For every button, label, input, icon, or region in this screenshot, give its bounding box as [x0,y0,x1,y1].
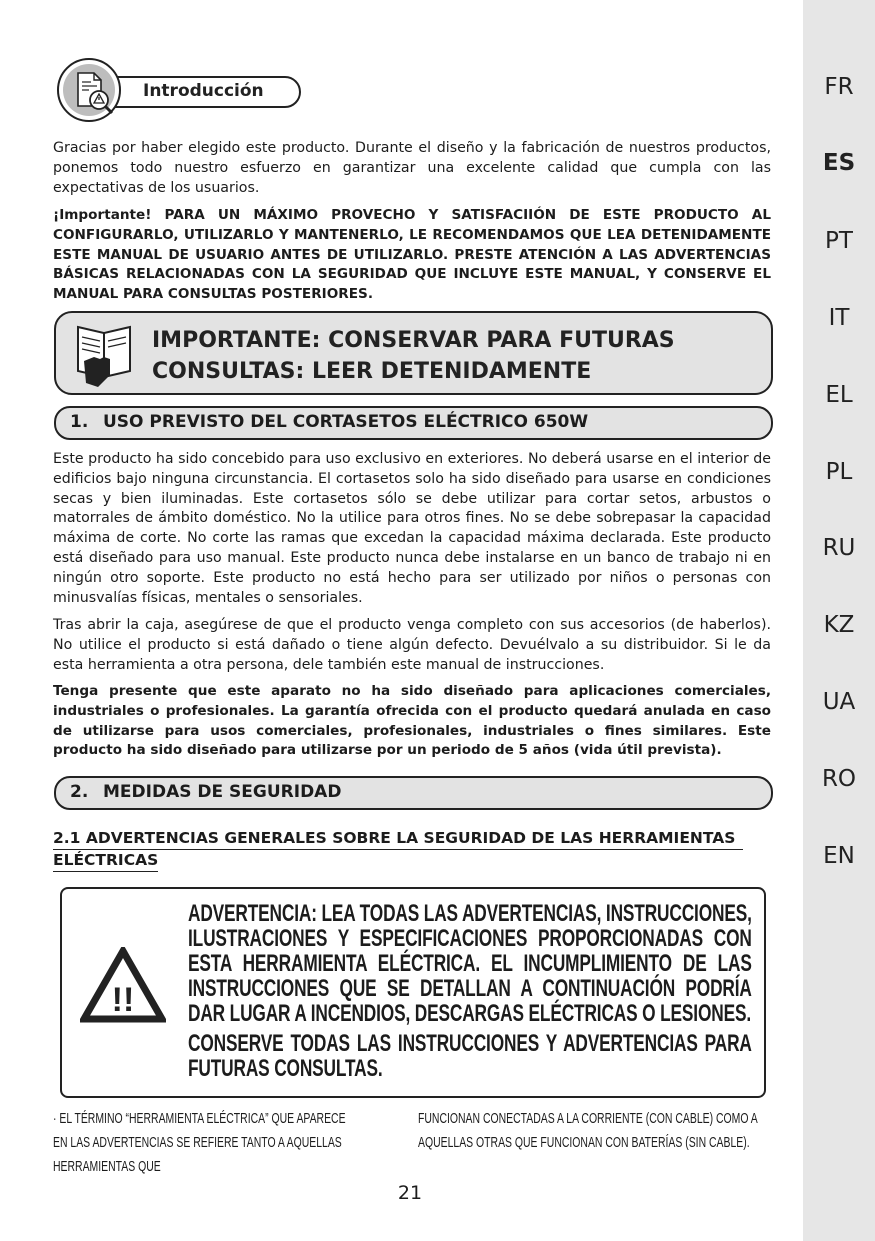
lang-tab-pt[interactable]: PT [825,228,853,254]
lang-tab-fr[interactable]: FR [824,74,854,100]
intro-title: Introducción [143,81,264,101]
section-2-title: MEDIDAS DE SEGURIDAD [103,782,342,802]
banner-line-1: IMPORTANTE: CONSERVAR PARA FUTURAS [152,328,675,353]
warning-keep-text: CONSERVE TODAS LAS INSTRUCCIONES Y ADVERTENCIAS PARA FUTURAS CONSULTAS. [188,1030,752,1082]
banner-line-2: CONSULTAS: LEER DETENIDAMENTE [152,359,592,384]
lang-tab-pl[interactable]: PL [825,459,853,485]
intro-header [55,56,305,120]
section-2-heading [54,776,773,810]
section-1-paragraph-3: Tenga presente que este aparato no ha sido diseñado para aplicaciones comerciales, industriales o profesionales. La garantía ofrecida con el producto quedará anulada en caso de utilizarse para usos comerciales, profesionales, industriales o fines similares. Este producto ha sido diseñado para utilizarse por un periodo de 5 años (vida útil prevista). [53,683,771,759]
section-1-title: USO PREVISTO DEL CORTASETOS ELÉCTRICO 650W [103,412,589,432]
section-2-number: 2. [70,782,89,802]
lang-tab-ua[interactable]: UA [822,689,856,715]
important-banner [54,311,773,395]
manual-reading-icon [70,317,140,391]
note-column-right: FUNCIONAN CONECTADAS A LA CORRIENTE (CON CABLE) COMO A AQUELLAS OTRAS QUE FUNCIONAN CON BATERÍAS (SIN CABLE). [418,1111,758,1151]
section-1-paragraph-2: Tras abrir la caja, asegúrese de que el producto venga completo con sus accesorios (de haberlos). No utilice el producto si está dañado o tiene algún defecto. Devuélvalo a su distribuidor. Si le da esta herramienta a otra persona, dele también este manual de instrucciones. [53,617,771,673]
intro-title-pill [95,76,301,108]
section-1-number: 1. [70,412,89,432]
lang-tab-es[interactable]: ES [822,150,856,176]
subsection-2-1-line-2: ELÉCTRICAS [53,850,158,872]
section-1-paragraph-1: Este producto ha sido concebido para uso exclusivo en exteriores. No deberá usarse en el interior de edificios bajo ninguna circunstancia. El cortasetos solo ha sido diseñado para usarse en condiciones secas y bien iluminadas. Este cortasetos sólo se debe utilizar para cortar setos, arbustos o matorrales de ámbito doméstico. No la utilice para otros fines. No se debe sobrepasar la capacidad máxima de corte. No corte las ramas que excedan la capacidad máxima declarada. Este producto está diseñado para uso manual. Este producto nunca debe instalarse en un banco de trabajo ni en ningún otro soporte. Este producto no está hecho para ser utilizado por niños o personas con minusvalías físicas, mentales o sensoriales. [53,451,771,606]
intro-icon-badge [57,58,121,122]
warning-main-text: ADVERTENCIA: LEA TODAS LAS ADVERTENCIAS, INSTRUCCIONES, ILUSTRACIONES Y ESPECIFICACIONES PROPORCIONADAS CON ESTA HERRAMIENTA ELÉCTRICA. EL INCUMPLIMIENTO DE LAS INSTRUCCIONES QUE SE DETALLAN A CONTINUACIÓN PODRÍA DAR LUGAR A INCENDIOS, DESCARGAS ELÉCTRICAS O LESIONES. [188,900,752,1027]
lang-tab-en[interactable]: EN [823,843,855,869]
intro-paragraph: Gracias por haber elegido este producto. Durante el diseño y la fabricación de nuestros productos, ponemos todo nuestro esfuerzo en garantizar una excelente calidad que cumpla con las expectativas de los usuarios. [53,140,771,196]
page-number: 21 [397,1182,423,1204]
lang-tab-ro[interactable]: RO [821,766,857,792]
lang-tab-ru[interactable]: RU [822,535,856,561]
intro-important-notice: ¡Importante! PARA UN MÁXIMO PROVECHO Y SATISFACIIÓN DE ESTE PRODUCTO AL CONFIGURARLO, UTILIZARLO Y MANTENERLO, LE RECOMENDAMOS QUE LEA DETENIDAMENTE ESTE MANUAL DE USUARIO ANTES DE UTILIZARLO. PRESTE ATENCIÓN A LAS ADVERTENCIAS BÁSICAS RELACIONADAS CON LA SEGURIDAD QUE INCLUYE ESTE MANUAL, Y CONSERVE EL MANUAL PARA CONSULTAS POSTERIORES. [53,207,771,303]
note-column-left: · EL TÉRMINO “HERRAMIENTA ELÉCTRICA” QUE APARECE EN LAS ADVERTENCIAS SE REFIERE TANTO A AQUELLAS HERRAMIENTAS QUE [53,1111,346,1175]
lang-tab-el[interactable]: EL [825,382,853,408]
warning-symbol: !! [111,981,135,1019]
section-1-heading [54,406,773,440]
document-warning-icon [59,60,119,120]
warning-triangle-icon [80,947,166,1023]
lang-tab-it[interactable]: IT [828,305,850,331]
warning-box [60,887,766,1098]
subsection-2-1-heading [53,828,743,872]
subsection-2-1-line-1: 2.1 ADVERTENCIAS GENERALES SOBRE LA SEGURIDAD DE LAS HERRAMIENTAS [53,828,743,850]
lang-tab-kz[interactable]: KZ [823,612,855,638]
language-sidebar [803,0,875,1241]
